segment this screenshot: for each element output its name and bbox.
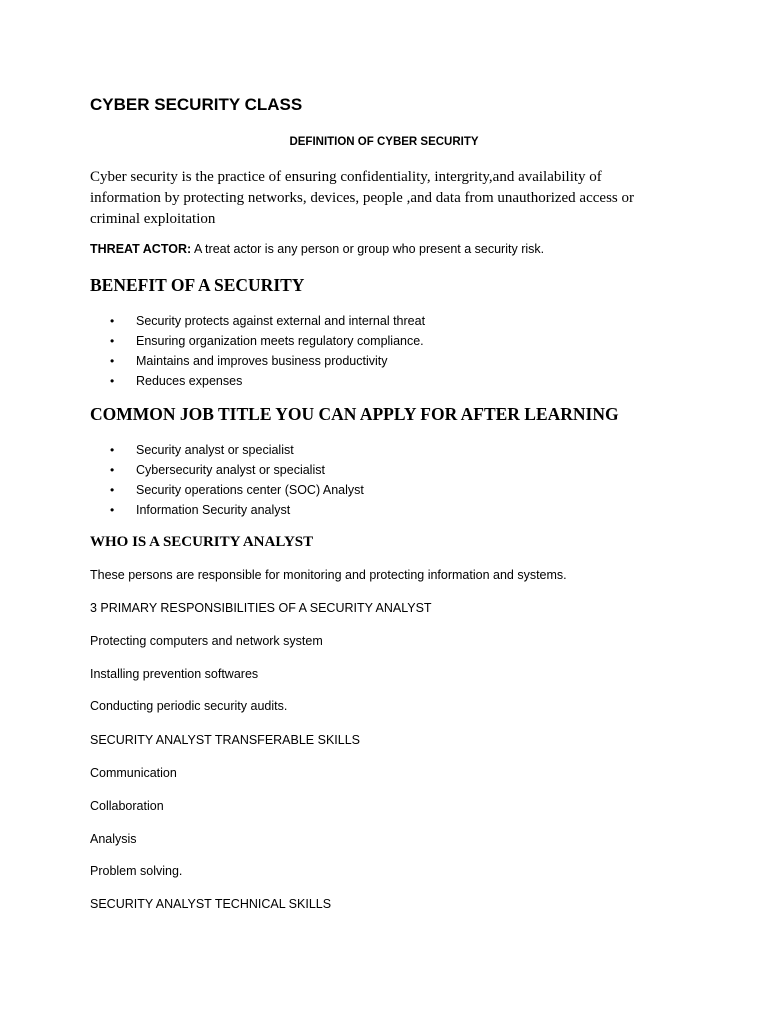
bullet-icon: • (110, 354, 115, 368)
document-title: CYBER SECURITY CLASS (90, 95, 303, 114)
transferable-heading: SECURITY ANALYST TRANSFERABLE SKILLS (90, 733, 361, 747)
responsibility-item: Protecting computers and network system (90, 634, 323, 648)
bullet-icon: • (110, 374, 115, 388)
threat-actor-text: A treat actor is any person or group who present a security risk. (191, 242, 545, 256)
bullet-icon: • (110, 314, 115, 328)
list-item: • Maintains and improves business productivity (110, 351, 425, 371)
list-item: • Information Security analyst (110, 500, 364, 520)
bullet-icon: • (110, 463, 115, 477)
skill-item: Analysis (90, 832, 137, 846)
analyst-heading: WHO IS A SECURITY ANALYST (90, 534, 314, 550)
list-item: • Reduces expenses (110, 371, 425, 391)
list-item: • Security analyst or specialist (110, 440, 364, 460)
bullet-icon: • (110, 483, 115, 497)
responsibilities-heading: 3 PRIMARY RESPONSIBILITIES OF A SECURITY ANALYST (90, 601, 432, 615)
analyst-description: These persons are responsible for monitoring and protecting information and systems. (90, 568, 567, 582)
definition-paragraph: Cyber security is the practice of ensuring confidentiality, intergrity,and availability of information by protecting networks, devices, people ,and data from unauthorized access or criminal exploitation (90, 169, 634, 227)
jobs-heading: COMMON JOB TITLE YOU CAN APPLY FOR AFTER LEARNING (90, 404, 619, 424)
responsibility-item: Installing prevention softwares (90, 667, 259, 681)
skill-item: Problem solving. (90, 864, 183, 878)
skill-item: Communication (90, 766, 177, 780)
technical-heading: SECURITY ANALYST TECHNICAL SKILLS (90, 897, 332, 911)
threat-actor-label: THREAT ACTOR: (90, 242, 192, 256)
benefits-heading: BENEFIT OF A SECURITY (90, 275, 305, 295)
list-item: • Security protects against external and internal threat (110, 311, 425, 331)
list-item: • Cybersecurity analyst or specialist (110, 460, 364, 480)
benefits-list (110, 311, 425, 391)
list-item: • Ensuring organization meets regulatory compliance. (110, 331, 425, 351)
bullet-icon: • (110, 443, 115, 457)
responsibility-item: Conducting periodic security audits. (90, 699, 288, 713)
skill-item: Collaboration (90, 799, 164, 813)
jobs-list (110, 440, 364, 520)
threat-actor-line (90, 242, 544, 256)
bullet-icon: • (110, 503, 115, 517)
bullet-icon: • (110, 334, 115, 348)
definition-subtitle: DEFINITION OF CYBER SECURITY (289, 136, 479, 148)
list-item: • Security operations center (SOC) Analyst (110, 480, 364, 500)
